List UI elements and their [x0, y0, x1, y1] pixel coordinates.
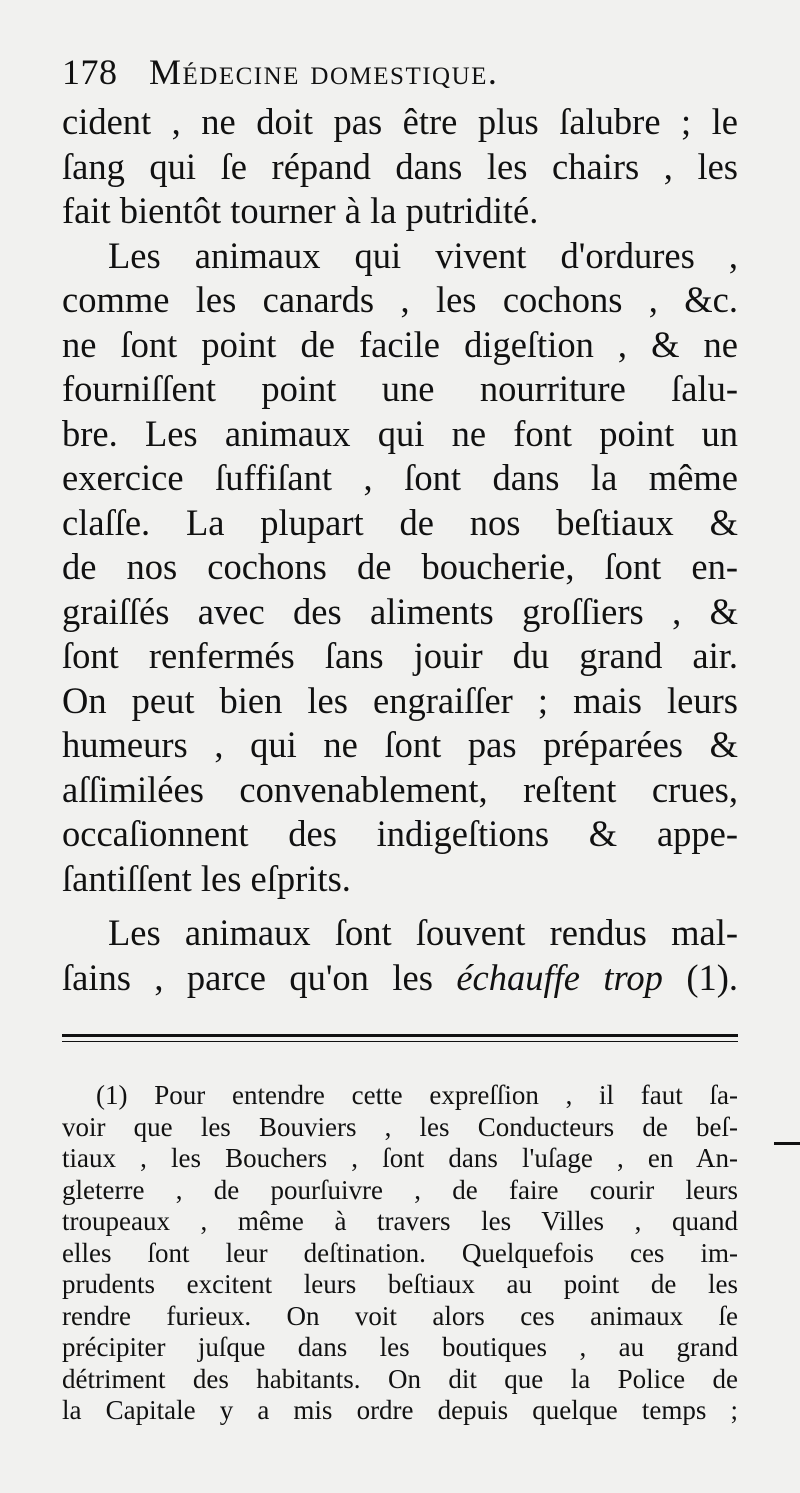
footnote-line: tiaux , les Bouchers , ſont dans l'uſage , en An- — [62, 1143, 738, 1173]
footnote-separator-rule — [62, 1034, 738, 1042]
text-line: aſſimilées convenablement, reſtent crues, — [62, 768, 738, 810]
text-line: exercice ſuffiſant , ſont dans la même — [62, 457, 738, 498]
footnote-line: voir que les Bouviers , les Conducteurs de beſ- — [62, 1111, 738, 1142]
footnote-line: détriment des habitants. On dit que la Police de — [62, 1363, 738, 1394]
footnote-line: gleterre , de pourſuivre , de faire courir leurs — [62, 1174, 738, 1205]
text-line: fourniſſent point une nourriture ſalu- — [62, 368, 738, 409]
text-line: comme les canards , les cochons , &c. — [62, 279, 738, 320]
footnote — [62, 1080, 738, 1427]
text-line: ſang qui ſe répand dans les chairs , les — [62, 145, 738, 187]
paragraph-1 — [62, 100, 738, 234]
text-line: On peut bien les engraiſſer ; mais leurs — [62, 679, 738, 721]
footnote-line: elles ſont leur deſtination. Quelquefois ces im- — [62, 1237, 738, 1268]
footnote-line: rendre furieux. On voit alors ces animaux ſe — [62, 1300, 738, 1331]
italic-phrase: échauffe trop — [456, 956, 663, 998]
text-line: Les animaux ſont ſouvent rendus mal- — [108, 912, 738, 953]
line-start: ſains , parce qu'on les — [62, 956, 457, 998]
text-line: occaſionnent des indigeſtions & appe- — [62, 813, 738, 854]
footnote-line: prudents excitent leurs beſtiaux au point de les — [62, 1269, 738, 1299]
margin-mark — [774, 1142, 800, 1145]
footnote-line: précipiter juſque dans les boutiques , au grand — [62, 1332, 738, 1362]
text-line: ſantiſſent les eſprits. — [62, 857, 351, 899]
text-line: fait bientôt tourner à la putridité. — [62, 190, 539, 231]
footnote-line: (1) Pour entendre cette expreſſion , il faut ſa- — [96, 1080, 738, 1110]
text-line: ne ſont point de facile digeſtion , & ne — [62, 323, 738, 365]
main-text — [62, 100, 738, 1000]
paragraph-2 — [62, 234, 738, 902]
text-line: bre. Les animaux qui ne font point un — [62, 412, 738, 454]
text-line: humeurs , qui ne ſont pas préparées & — [62, 724, 738, 765]
footnote-line: la Capitale y a mis ordre depuis quelque temps ; — [62, 1395, 738, 1425]
page-number: 178 — [62, 52, 118, 92]
text-line: cident , ne doit pas être plus ſalubre ; le — [62, 101, 738, 142]
text-line: graiſſés avec des aliments groſſiers , & — [62, 590, 738, 632]
text-line: ſont renfermés ſans jouir du grand air. — [62, 635, 738, 676]
text-line-with-italic — [62, 956, 738, 1001]
footnote-line: troupeaux , même à travers les Villes , quand — [62, 1206, 738, 1236]
text-line: Les animaux qui vivent d'ordures , — [108, 234, 738, 276]
running-title: Médecine domestique. — [149, 52, 499, 92]
page-header — [62, 52, 742, 92]
paragraph-3 — [62, 911, 738, 1000]
footnote-ref: (1). — [662, 956, 739, 998]
text-line: claſſe. La plupart de nos beſtiaux & — [62, 501, 738, 543]
text-line: de nos cochons de boucherie, ſont en- — [62, 546, 738, 587]
